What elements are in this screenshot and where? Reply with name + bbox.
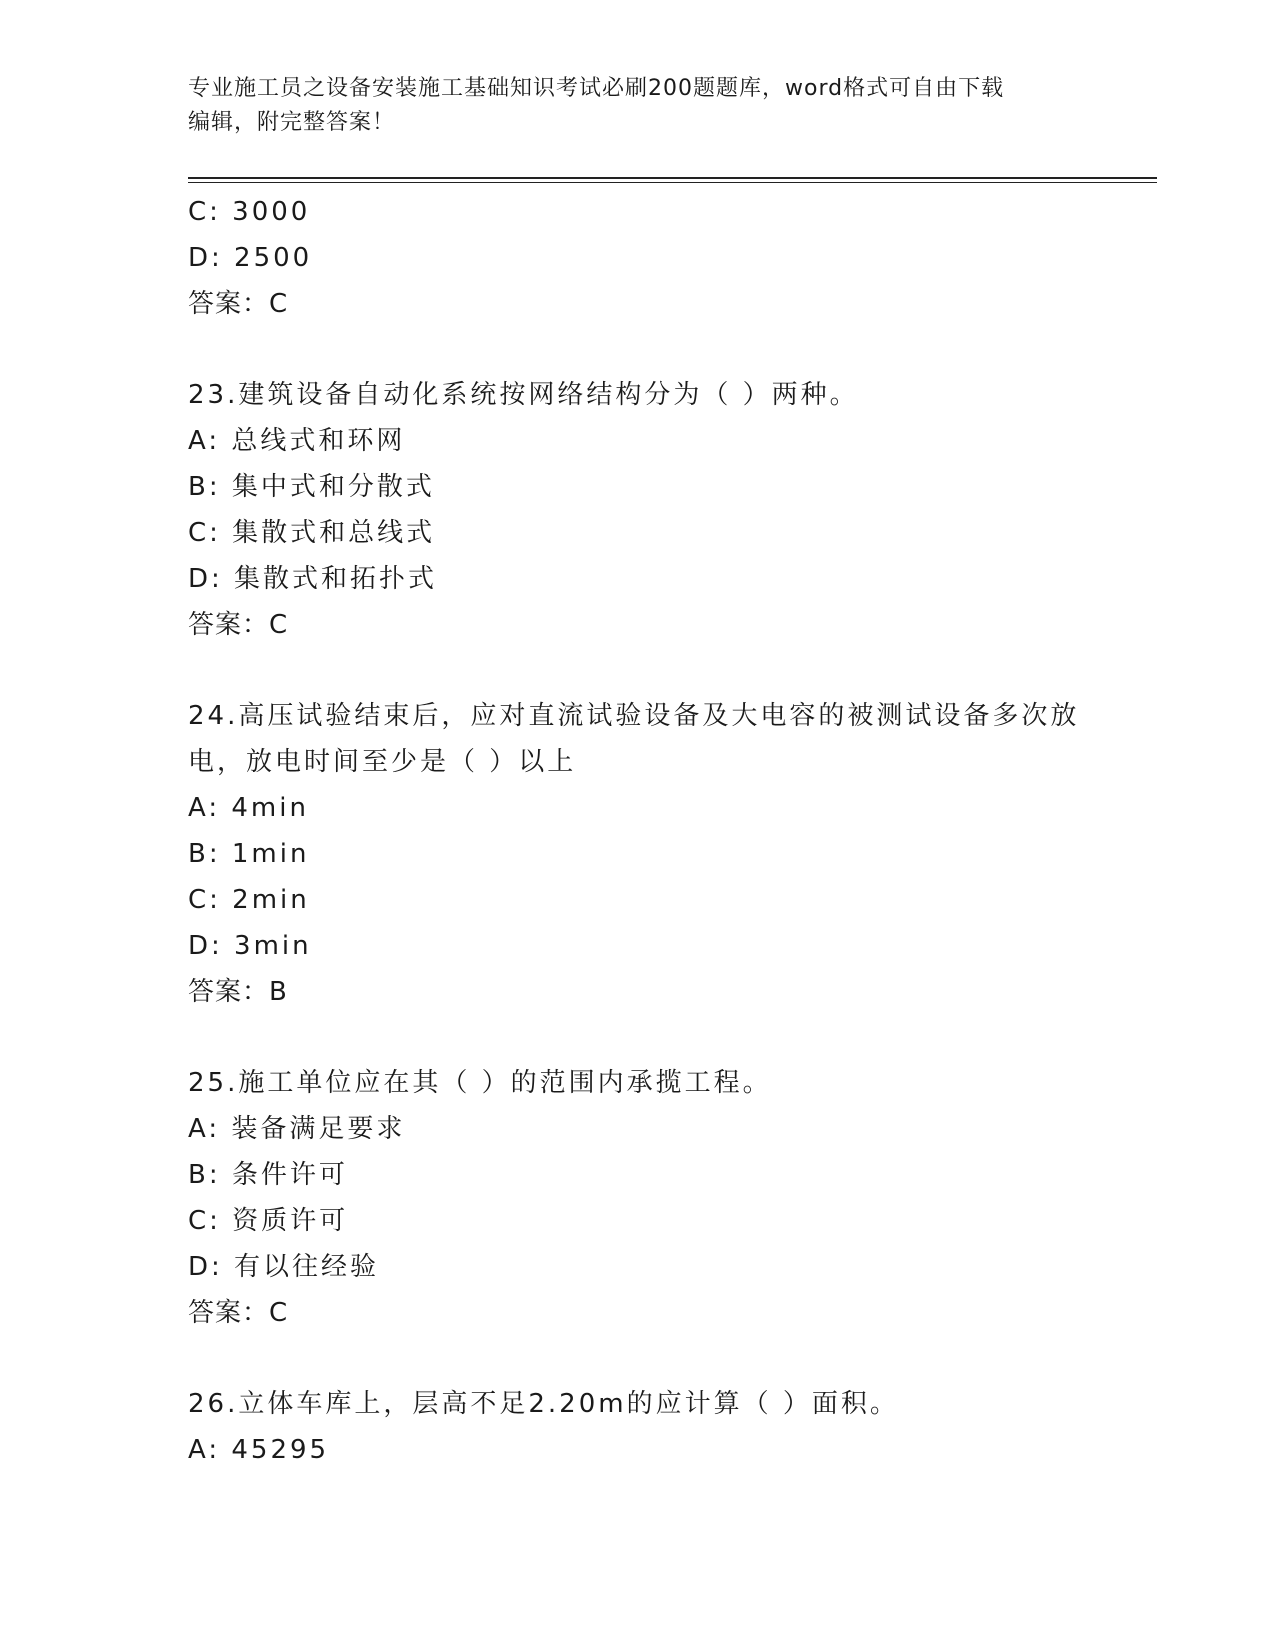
option-b: B: 1min (188, 839, 310, 869)
question-26 (188, 1381, 1088, 1473)
document-header (188, 72, 1088, 140)
question-24 (188, 693, 1088, 1015)
option-b: B: 集中式和分散式 (188, 472, 435, 502)
option-c: C: 2min (188, 885, 310, 915)
option-c: C: 资质许可 (188, 1206, 349, 1236)
answer-line: 答案：C (188, 289, 289, 319)
question-list (188, 189, 1088, 1473)
question-title: 26.立体车库上，层高不足2.20m的应计算（ ）面积。 (188, 1389, 899, 1419)
header-divider-thick (188, 177, 1157, 179)
answer-line: 答案：C (188, 1298, 289, 1328)
answer-line: 答案：B (188, 977, 288, 1007)
option-b: B: 条件许可 (188, 1160, 348, 1190)
header-line-1: 专业施工员之设备安装施工基础知识考试必刷200题题库，word格式可自由下载 (188, 76, 1005, 101)
option-c: C: 3000 (188, 197, 311, 227)
header-divider-thin (188, 182, 1157, 183)
option-d: D: 有以往经验 (188, 1252, 380, 1282)
option-d: D: 2500 (188, 243, 313, 273)
option-a: A: 装备满足要求 (188, 1114, 406, 1144)
option-a: A: 45295 (188, 1435, 330, 1465)
question-continued (188, 189, 1088, 327)
header-line-2: 编辑，附完整答案！ (188, 110, 396, 135)
question-title: 23.建筑设备自动化系统按网络结构分为（ ）两种。 (188, 380, 859, 410)
option-c: C: 集散式和总线式 (188, 518, 436, 548)
option-a: A: 总线式和环网 (188, 426, 406, 456)
question-23 (188, 372, 1088, 648)
question-title: 25.施工单位应在其（ ）的范围内承揽工程。 (188, 1068, 772, 1098)
question-title: 24.高压试验结束后，应对直流试验设备及大电容的被测试设备多次放 (188, 701, 1080, 731)
answer-line: 答案：C (188, 610, 289, 640)
option-d: D: 3min (188, 931, 312, 961)
question-25 (188, 1060, 1088, 1336)
option-a: A: 4min (188, 793, 309, 823)
option-d: D: 集散式和拓扑式 (188, 564, 438, 594)
question-title-continued: 电，放电时间至少是（ ）以上 (188, 747, 577, 777)
